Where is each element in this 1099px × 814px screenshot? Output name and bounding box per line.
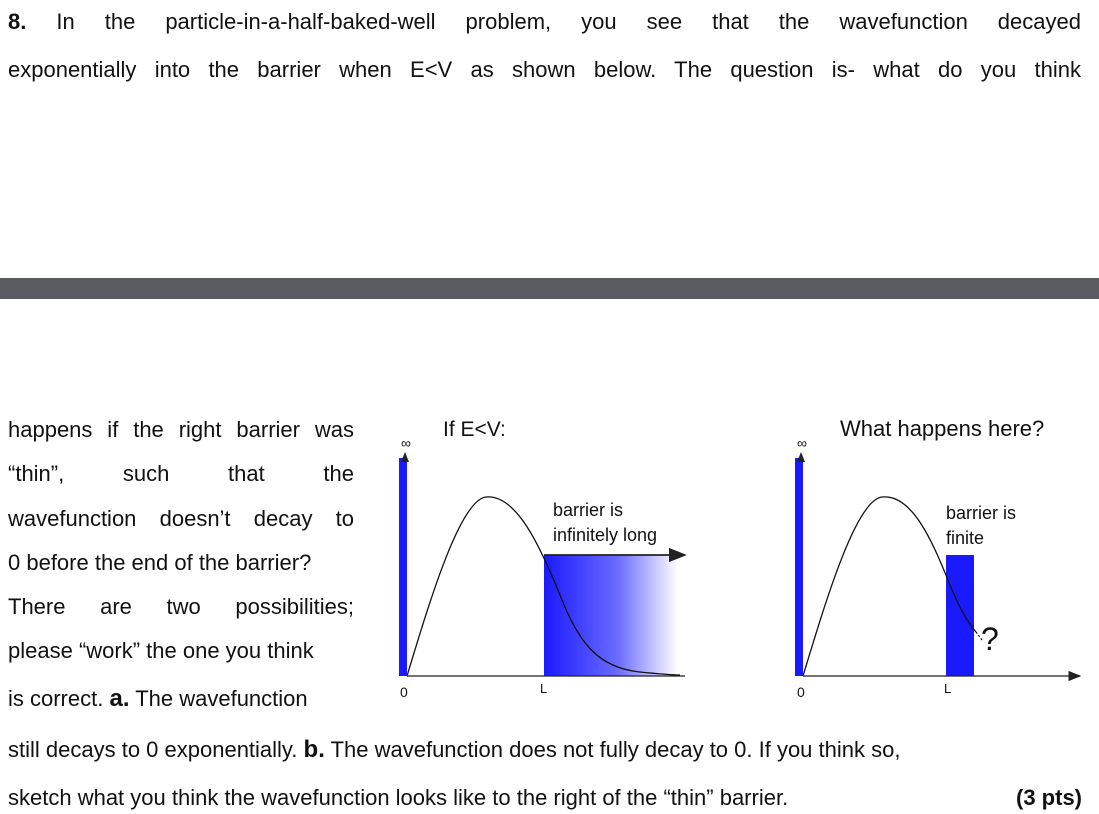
right-barrier-finite (946, 555, 974, 676)
left-wall-arrow (401, 452, 409, 462)
column-line-3: wavefunction doesn’t decay to (8, 506, 354, 531)
left-l-label: L (540, 681, 548, 696)
column-line-4: 0 before the end of the barrier? (8, 550, 312, 575)
continuation-text-2: The wavefunction does not fully decay to 0. If you think so, (324, 737, 901, 762)
left-origin-label: 0 (400, 684, 408, 700)
column-line-2: “thin”, such that the (8, 461, 354, 486)
question-text-2: exponentially into the barrier when E<V as shown below. The question is- what do you think (8, 57, 1081, 82)
figure-left (399, 418, 685, 700)
left-barrier-label-1: barrier is (553, 500, 624, 520)
continuation-text-3: sketch what you think the wavefunction looks like to the right of the “thin” barrier. (8, 785, 789, 810)
column-line-1: happens if the right barrier was (8, 417, 354, 442)
right-question-mark: ? (981, 621, 999, 657)
figure-right-title: What happens here? (840, 416, 1045, 441)
figure-left-infinity: ∞ (401, 435, 411, 451)
figure-right (795, 416, 1080, 700)
option-b-label: b. (303, 736, 325, 763)
left-barrier-label-2: infinitely long (553, 525, 658, 545)
question-text-1: In the particle-in-a-half-baked-well problem, you see that the wavefunction decayed (56, 9, 1081, 34)
right-barrier-label-2: finite (946, 528, 985, 548)
right-barrier-label-1: barrier is (946, 503, 1017, 523)
right-wall-arrow (797, 452, 805, 462)
column-line-6: please “work” the one you think (8, 638, 314, 663)
question-number: 8. (8, 9, 27, 34)
continuation-text-1: still decays to 0 exponentially. (8, 737, 304, 762)
column-last-prefix: is correct. (8, 686, 110, 711)
figure-right-infinity: ∞ (797, 435, 807, 451)
option-a-label: a. (109, 685, 130, 712)
figure-left-title: If E<V: (443, 418, 506, 441)
points-label: (3 pts) (1016, 785, 1082, 810)
right-origin-label: 0 (797, 684, 805, 700)
left-barrier (544, 555, 678, 676)
column-line-5: There are two possibilities; (8, 594, 354, 619)
left-wall-infinite (399, 458, 407, 676)
right-l-label: L (944, 681, 952, 696)
option-a-text: The wavefunction (129, 686, 308, 711)
right-wall-infinite (795, 458, 803, 676)
